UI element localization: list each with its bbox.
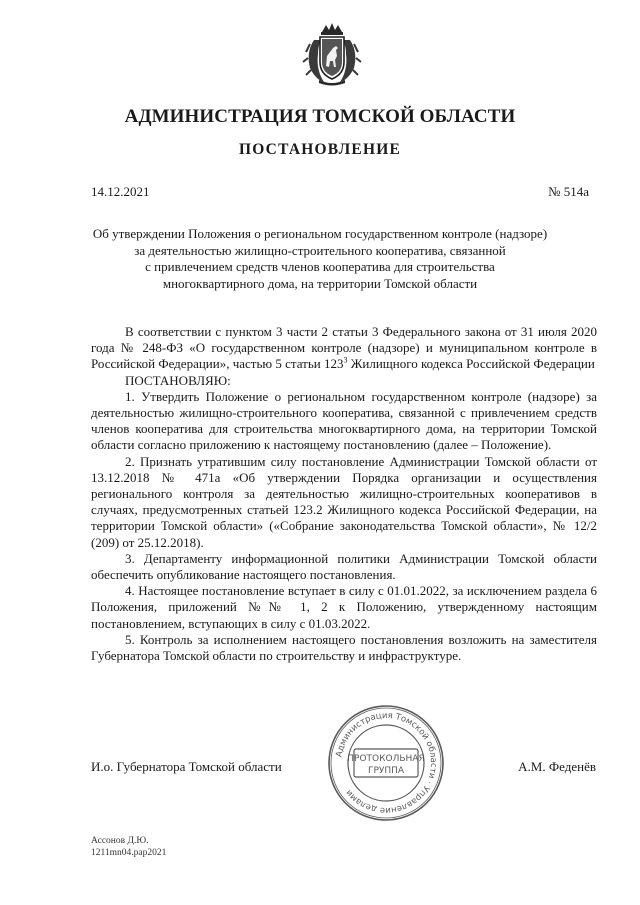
subject-line: многоквартирного дома, на территории Томской области: [162, 275, 478, 291]
resolve-statement: ПОСТАНОВЛЯЮ:: [125, 372, 231, 388]
document-number: № 514а: [548, 184, 589, 199]
clause-2: 2. Признать утратившим силу постановление Администрации Томской области от 13.12.2018 № 471а «Об утверждении Порядка организации и осуществления регионального контроля за деятельностью жилищно-строительных кооперативов в случаях, предусмотренных статьей 123.2 Жилищного кодекса Российской Федерации, на территории Томской области» («Собрание законодательства Томской области», № 12/2 (209) от 25.12.2018).: [91, 453, 597, 550]
coat-of-arms-emblem: [302, 22, 362, 88]
file-reference: 1211mn04.pap2021: [91, 847, 167, 858]
clause-5: 5. Контроль за исполнением настоящего постановления возложить на заместителя Губернатора Томской области по строительству и инфраструктуре.: [91, 631, 597, 664]
stamp-ring-text: Администрация Томской области · Управление делами: [334, 710, 439, 816]
document-body: [91, 324, 597, 664]
signatory-name: А.М. Феденёв: [518, 759, 596, 774]
document-subject: [80, 226, 560, 292]
executor-name: Ассонов Д.Ю.: [91, 836, 149, 846]
subject-line: с привлечением средств членов кооператива для строительства: [145, 259, 495, 275]
document-footer: [91, 836, 166, 859]
clause-1: 1. Утвердить Положение о региональном государственном контроле (надзоре) за деятельностью жилищно-строительного кооператива, связанной с привлечением средств членов кооператива для строительства многоквартирного дома, на территории Томской области согласно приложению к настоящему постановлению (далее – Положение).: [91, 388, 597, 453]
subject-line: Об утверждении Положения о региональном государственном контроле (надзоре): [92, 226, 548, 241]
preamble-paragraph: [91, 324, 597, 373]
stamp-line-2: ГРУППА: [367, 766, 405, 776]
organization-title: АДМИНИСТРАЦИЯ ТОМСКОЙ ОБЛАСТИ: [124, 106, 516, 127]
signatory-position: И.о. Губернатора Томской области: [91, 759, 282, 774]
clause-4: 4. Настоящее постановление вступает в силу с 01.01.2022, за исключением раздела 6 Положения, приложений №№ 1, 2 к Положению, утвержденному настоящим постановлением, вступающих в силу с 01.03.2022.: [91, 583, 597, 631]
document-type: ПОСТАНОВЛЕНИЕ: [238, 141, 402, 158]
stamp-line-1: ПРОТОКОЛЬНАЯ: [347, 754, 425, 764]
document-date: 14.12.2021: [91, 184, 150, 199]
clause-3: 3. Департаменту информационной политики Администрации Томской области обеспечить опубликование настоящего постановления.: [91, 550, 597, 583]
preamble-text: В соответствии с пунктом 3 части 2 статьи 3 Федерального закона от 31 июля 2020 года № 248-ФЗ «О государственном контроле (надзоре) и муниципальном контроле в Российской Федерации», частью 5 статьи 123: [91, 324, 597, 372]
subject-line: за деятельностью жилищно-строительного кооператива, связанной: [134, 242, 506, 258]
preamble-text-end: Жилищного кодекса Российской Федерации: [347, 356, 595, 372]
article-superscript: 3: [343, 356, 348, 366]
official-stamp: [326, 703, 446, 823]
